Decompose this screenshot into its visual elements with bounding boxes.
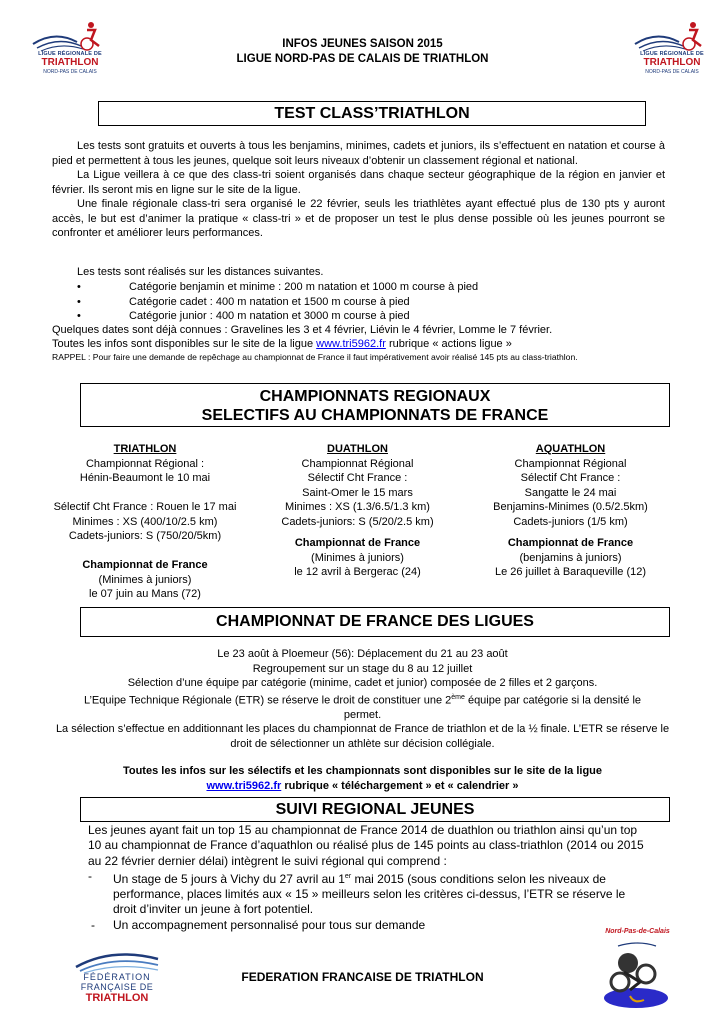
suivi-dash-1-b: mai 2015 (sous conditions selon les niveaux de performance, places limités aux « 15 » meilleurs selon les critères ci-dessus, l’ETR se réserve le droit d’inviter un jeune à fort potentiel. bbox=[113, 871, 626, 917]
infos-text: Toutes les infos sont disponibles sur le site de la ligue bbox=[52, 338, 314, 350]
section-title-test: TEST CLASS’TRIATHLON bbox=[98, 101, 646, 126]
section-title-suivi: SUIVI REGIONAL JEUNES bbox=[80, 797, 670, 822]
list-item: • Catégorie benjamin et minime : 200 m natation et 1000 m course à pied bbox=[77, 281, 479, 293]
duathlon-heading: DUATHLON bbox=[327, 443, 388, 455]
logo-line2: TRIATHLON bbox=[643, 57, 701, 68]
duathlon-france-heading: Championnat de France bbox=[294, 537, 421, 549]
triathlon-heading: TRIATHLON bbox=[113, 443, 177, 455]
triathlon-regional: Championnat Régional : bbox=[85, 457, 205, 470]
aquathlon-column bbox=[468, 442, 673, 580]
suivi-dash-1-sup: er bbox=[344, 872, 352, 880]
logo-line3: NORD-PAS DE CALAIS bbox=[645, 69, 699, 75]
dash: - bbox=[88, 868, 92, 883]
suivi-paragraph: Les jeunes ayant fait un top 15 au championnat de France 2014 de duathlon ou triathlon ainsi qu’un top 10 au championnat de France d’aquathlon ou réalisé plus de 145 points au class-triathlon (2014 ou 2015 au 22 février dernier délai) intègrent le suivi régional qui comprend : bbox=[88, 823, 644, 868]
distances-intro: Les tests sont réalisés sur les distances suivantes. bbox=[77, 266, 324, 278]
dates-text: Quelques dates sont déjà connues : Gravelines les 3 et 4 février, Liévin le 4 février, Lomme le 7 février. bbox=[52, 324, 553, 336]
aquathlon-regional: Championnat Régional bbox=[514, 457, 627, 470]
infos-line bbox=[52, 337, 512, 352]
fftri-line2: FRANÇAISE DE bbox=[80, 982, 154, 992]
ligues-infos-rubrique: rubrique « téléchargement » et « calendrier » bbox=[281, 779, 519, 792]
logo-line3: NORD-PAS DE CALAIS bbox=[43, 69, 97, 75]
section-title-championnats bbox=[80, 383, 670, 427]
duathlon-regional: Championnat Régional bbox=[301, 457, 414, 470]
ligues-selection: Sélection d’une équipe par catégorie (minime, cadet et junior) composée de 2 filles et 2 garçons. bbox=[127, 677, 598, 689]
mascot-logo-text: Nord-Pas-de-Calais bbox=[605, 928, 670, 935]
aquathlon-benjamins: Benjamins-Minimes (0.5/2.5km) bbox=[493, 501, 648, 513]
mascot-icon bbox=[600, 938, 675, 1013]
suivi-dash-1-a: Un stage de 5 jours à Vichy du 27 avril au 1 bbox=[113, 871, 345, 886]
fftri-line3: TRIATHLON bbox=[85, 992, 149, 1004]
suivi-dash-2-text: Un accompagnement personnalisé pour tous sur demande bbox=[113, 917, 426, 932]
ligues-infos bbox=[20, 764, 705, 793]
aquathlon-france-date: Le 26 juillet à Baraqueville (12) bbox=[494, 566, 647, 578]
triathlon-column bbox=[40, 442, 250, 602]
duathlon-cadets: Cadets-juniors: S (5/20/2.5 km) bbox=[281, 515, 434, 528]
aquathlon-cadets: Cadets-juniors (1/5 km) bbox=[513, 515, 628, 528]
triathlon-france-date: le 07 juin au Mans (72) bbox=[89, 588, 201, 600]
duathlon-column bbox=[255, 442, 460, 580]
section-title-ligues: CHAMPIONNAT DE FRANCE DES LIGUES bbox=[80, 607, 670, 637]
triathlon-selectif: Sélectif Cht France : Rouen le 17 mai bbox=[53, 501, 237, 513]
test-paragraph-2: La Ligue veillera à ce que des class-tri soient organisés dans chaque secteur géographique de la région en janvier et février. Ils seront mis en ligne sur le site de la ligue. bbox=[52, 169, 665, 196]
suivi-text bbox=[88, 823, 648, 933]
championnats-title-line1: CHAMPIONNATS REGIONAUX bbox=[259, 388, 491, 405]
ligues-stage: Regroupement sur un stage du 8 au 12 juillet bbox=[252, 662, 473, 675]
ligue-logo-right bbox=[627, 20, 717, 82]
ligues-etr-a: L’Equipe Technique Régionale (ETR) se réserve le droit de constituer une 2 bbox=[83, 694, 452, 707]
list-item: • Catégorie cadet : 400 m natation et 1500 m course à pied bbox=[77, 295, 410, 308]
test-paragraph-1: Les tests sont gratuits et ouverts à tous les benjamins, minimes, cadets et juniors, ils s’effectuent en natation et course à pied et permettent à tous les jeunes, quelque soit leurs niveaux d’obtenir un classement régional et national. bbox=[52, 140, 665, 167]
championnats-title-line2: SELECTIFS AU CHAMPIONNATS DE FRANCE bbox=[201, 407, 549, 424]
triathlon-regional-place: Hénin-Beaumont le 10 mai bbox=[79, 472, 211, 484]
triathlon-france-cat: (Minimes à juniors) bbox=[98, 573, 192, 586]
duathlon-selectif: Sélectif Cht France : bbox=[307, 472, 408, 484]
suivi-dash-1 bbox=[88, 869, 648, 918]
rappel-note: RAPPEL : Pour faire une demande de repêchage au championnat de France il faut impérativement avoir réalisé 145 pts au class-triathlon. bbox=[52, 352, 578, 362]
aquathlon-france-heading: Championnat de France bbox=[507, 537, 634, 549]
aquathlon-heading: AQUATHLON bbox=[535, 443, 606, 455]
duathlon-minimes: Minimes : XS (1.3/6.5/1.3 km) bbox=[285, 501, 430, 513]
test-paragraph-3: Une finale régionale class-tri sera organisé le 22 février, seuls les triathlètes ayant effectué plus de 130 pts y auront accès, le but est d’animer la pratique « class-tri » et de proposer un test le plus dense possible où les jeunes pourront se confronter et améliorer leurs performances. bbox=[52, 198, 665, 239]
ligues-etr-sup: ème bbox=[451, 693, 465, 701]
duathlon-france-cat: (Minimes à juniors) bbox=[311, 551, 404, 564]
logo-line1: LIGUE RÉGIONALE DE bbox=[38, 51, 102, 57]
infos-rubrique: rubrique « actions ligue » bbox=[388, 338, 512, 350]
header-line1: INFOS JEUNES SAISON 2015 bbox=[282, 38, 443, 50]
distances-list bbox=[77, 280, 657, 324]
footer-text: FEDERATION FRANCAISE DE TRIATHLON bbox=[241, 970, 484, 984]
fftri-line1: FÉDÉRATION bbox=[83, 972, 151, 982]
ligues-etr-b: équipe par catégorie si la densité le permet. bbox=[343, 694, 642, 721]
duathlon-france-date: le 12 avril à Bergerac (24) bbox=[294, 566, 421, 578]
ligues-collegiale: La sélection s’effectue en additionnant les places du championnat de France de triathlon et de la ½ finale. L’ETR se réserve le droit de sélectionner un athlète sur décision collégiale. bbox=[55, 723, 670, 750]
triathlon-minimes: Minimes : XS (400/10/2.5 km) bbox=[72, 515, 218, 528]
dash: - bbox=[91, 917, 95, 932]
aquathlon-place: Sangatte le 24 mai bbox=[524, 486, 617, 499]
triathlon-cadets: Cadets-juniors: S (750/20/5km) bbox=[68, 530, 222, 542]
site-link[interactable]: www.tri5962.fr bbox=[206, 779, 282, 792]
logo-line2: TRIATHLON bbox=[41, 57, 99, 68]
test-intro bbox=[52, 139, 665, 241]
ligues-etr bbox=[20, 691, 705, 723]
aquathlon-france-cat: (benjamins à juniors) bbox=[519, 551, 622, 564]
logo-line1: LIGUE RÉGIONALE DE bbox=[640, 51, 704, 57]
aquathlon-selectif: Sélectif Cht France : bbox=[520, 472, 621, 484]
ligue-mascot-logo bbox=[600, 928, 675, 1013]
ligues-infos-text: Toutes les infos sur les sélectifs et les championnats sont disponibles sur le site de la ligue bbox=[122, 765, 603, 778]
ligues-details bbox=[20, 647, 705, 793]
list-item: • Catégorie junior : 400 m natation et 3000 m course à pied bbox=[77, 310, 410, 322]
ligue-logo-left bbox=[25, 20, 115, 82]
fftri-swoosh-icon bbox=[72, 945, 162, 973]
triathlon-france-heading: Championnat de France bbox=[82, 559, 208, 571]
ligues-date: Le 23 août à Ploemeur (56): Déplacement du 21 au 23 août bbox=[217, 648, 508, 660]
site-link[interactable]: www.tri5962.fr bbox=[316, 338, 386, 350]
header-line2: LIGUE NORD-PAS DE CALAIS DE TRIATHLON bbox=[236, 53, 489, 65]
duathlon-place: Saint-Omer le 15 mars bbox=[302, 486, 413, 499]
suivi-dash-2 bbox=[88, 918, 648, 933]
